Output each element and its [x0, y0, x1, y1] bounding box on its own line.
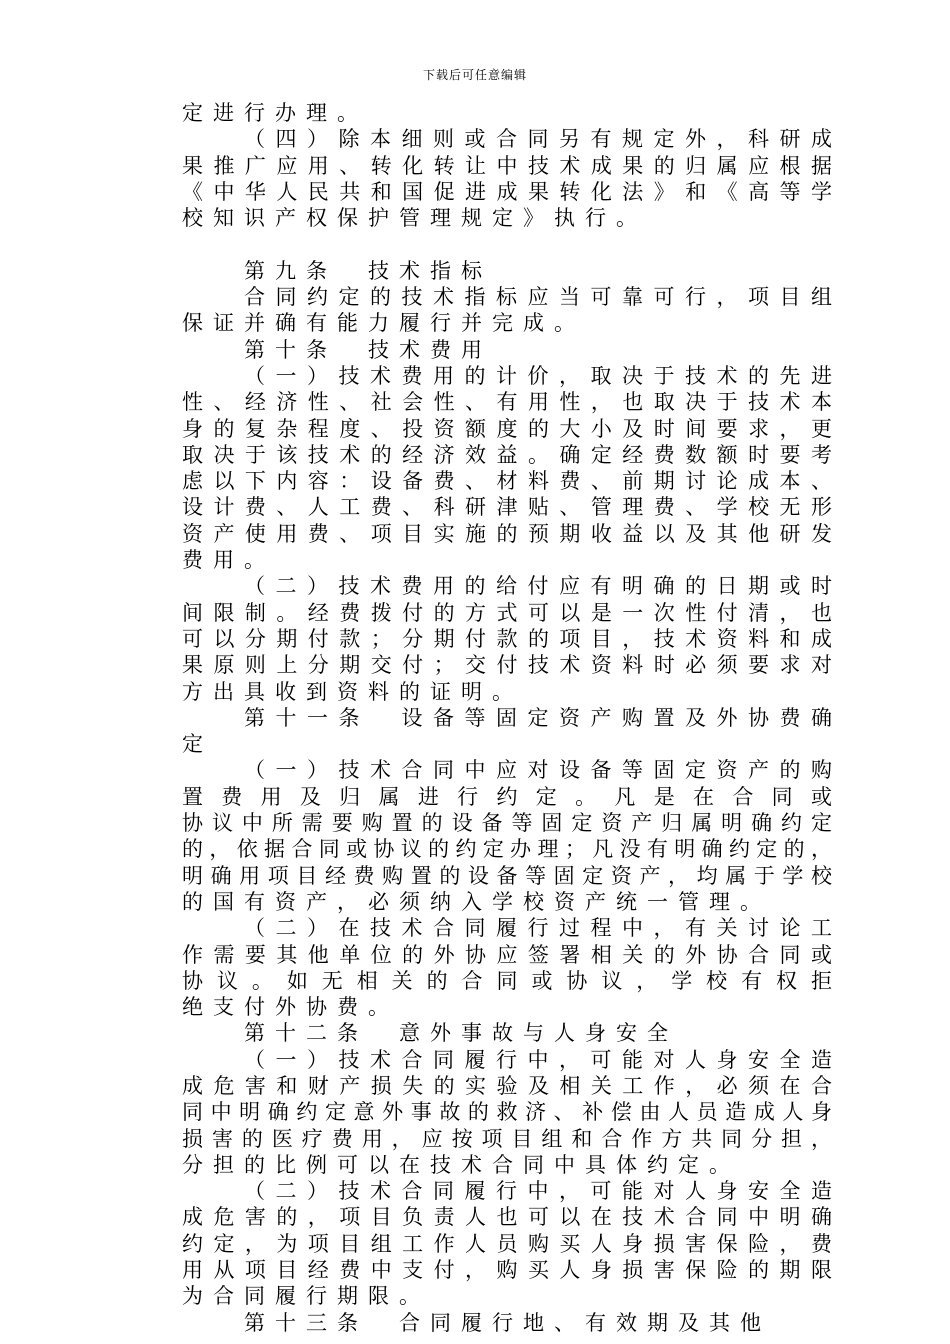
text-line: 果推广应用、转化转让中技术成果的归属应根据: [182, 153, 832, 178]
text-line: 第九条 技术指标: [244, 258, 492, 283]
text-line: 约定，为项目组工作人员购买人身损害保险，费: [182, 1231, 832, 1256]
text-line: 协议中所需要购置的设备等固定资产归属明确约定: [182, 811, 832, 836]
text-line: 合同约定的技术指标应当可靠可行，项目组: [244, 285, 832, 310]
text-line: 果原则上分期交付；交付技术资料时必须要求对: [182, 653, 832, 678]
text-line: 虑以下内容：设备费、材料费、前期讨论成本、: [182, 469, 832, 494]
text-line: 第十三条 合同履行地、有效期及其他: [244, 1310, 771, 1335]
text-line: 第十二条 意外事故与人身安全: [244, 1021, 678, 1046]
text-line: （一）技术合同中应对设备等固定资产的购: [244, 758, 832, 783]
text-line: 资产使用费、项目实施的预期收益以及其他研发: [182, 521, 832, 546]
text-line: 明确用项目经费购置的设备等固定资产，均属于学校: [182, 863, 832, 888]
text-line: 定进行办理。: [182, 101, 368, 125]
text-line: 同中明确约定意外事故的救济、补偿由人员造成人身: [182, 1100, 832, 1125]
text-line: 的国有资产，必须纳入学校资产统一管理。: [182, 889, 771, 914]
text-line: 绝支付外协费。: [182, 995, 399, 1020]
text-line: 间限制。经费拨付的方式可以是一次性付清，也: [182, 600, 832, 625]
text-line: （二）技术费用的给付应有明确的日期或时: [244, 574, 832, 599]
text-line: 的，依据合同或协议的约定办理；凡没有明确约定的，: [182, 837, 832, 862]
text-line: 成危害和财产损失的实验及相关工作，必须在合: [182, 1073, 832, 1098]
text-line: 协议。如无相关的合同或协议，学校有权拒: [182, 968, 832, 993]
text-line: 第十条 技术费用: [244, 337, 492, 362]
text-line: 《中华人民共和国促进成果转化法》和《高等学: [182, 179, 832, 204]
page-header: 下载后可任意编辑: [422, 68, 527, 82]
text-line: 为合同履行期限。: [182, 1284, 430, 1309]
text-line: （一）技术费用的计价，取决于技术的先进: [244, 363, 832, 388]
text-line: 性、经济性、社会性、有用性，也取决于技术本: [182, 390, 832, 415]
text-line: 作需要其他单位的外协应签署相关的外协合同或: [182, 942, 832, 967]
text-line: [182, 231, 832, 257]
text-line: 设计费、人工费、科研津贴、管理费、学校无形: [182, 495, 832, 520]
text-line: （四）除本细则或合同另有规定外，科研成: [244, 127, 832, 152]
text-line: （二）技术合同履行中，可能对人身安全造: [244, 1179, 832, 1204]
text-line: 分担的比例可以在技术合同中具体约定。: [182, 1152, 740, 1177]
text-line: （一）技术合同履行中，可能对人身安全造: [244, 1047, 832, 1072]
text-line: 定: [182, 732, 213, 757]
text-line: 费用。: [182, 548, 275, 573]
text-line: （二）在技术合同履行过程中，有关讨论工: [244, 916, 832, 941]
text-line: 可以分期付款；分期付款的项目，技术资料和成: [182, 626, 832, 651]
text-line: 第十一条 设备等固定资产购置及外协费确: [244, 705, 832, 730]
text-line: 身的复杂程度、投资额度的大小及时间要求，更: [182, 416, 832, 441]
text-line: 方出具收到资料的证明。: [182, 679, 523, 704]
text-line: 取决于该技术的经济效益。确定经费数额时要考: [182, 442, 832, 467]
text-line: 成危害的，项目负责人也可以在技术合同中明确: [182, 1205, 832, 1230]
document-body: [182, 100, 832, 1336]
text-line: 置费用及归属进行约定。凡是在合同或: [182, 784, 832, 809]
text-line: 用从项目经费中支付，购买人身损害保险的期限: [182, 1258, 832, 1283]
text-line: 保证并确有能力履行并完成。: [182, 311, 585, 336]
text-line: 损害的医疗费用，应按项目组和合作方共同分担，: [182, 1126, 832, 1151]
text-line: 校知识产权保护管理规定》执行。: [182, 206, 647, 231]
